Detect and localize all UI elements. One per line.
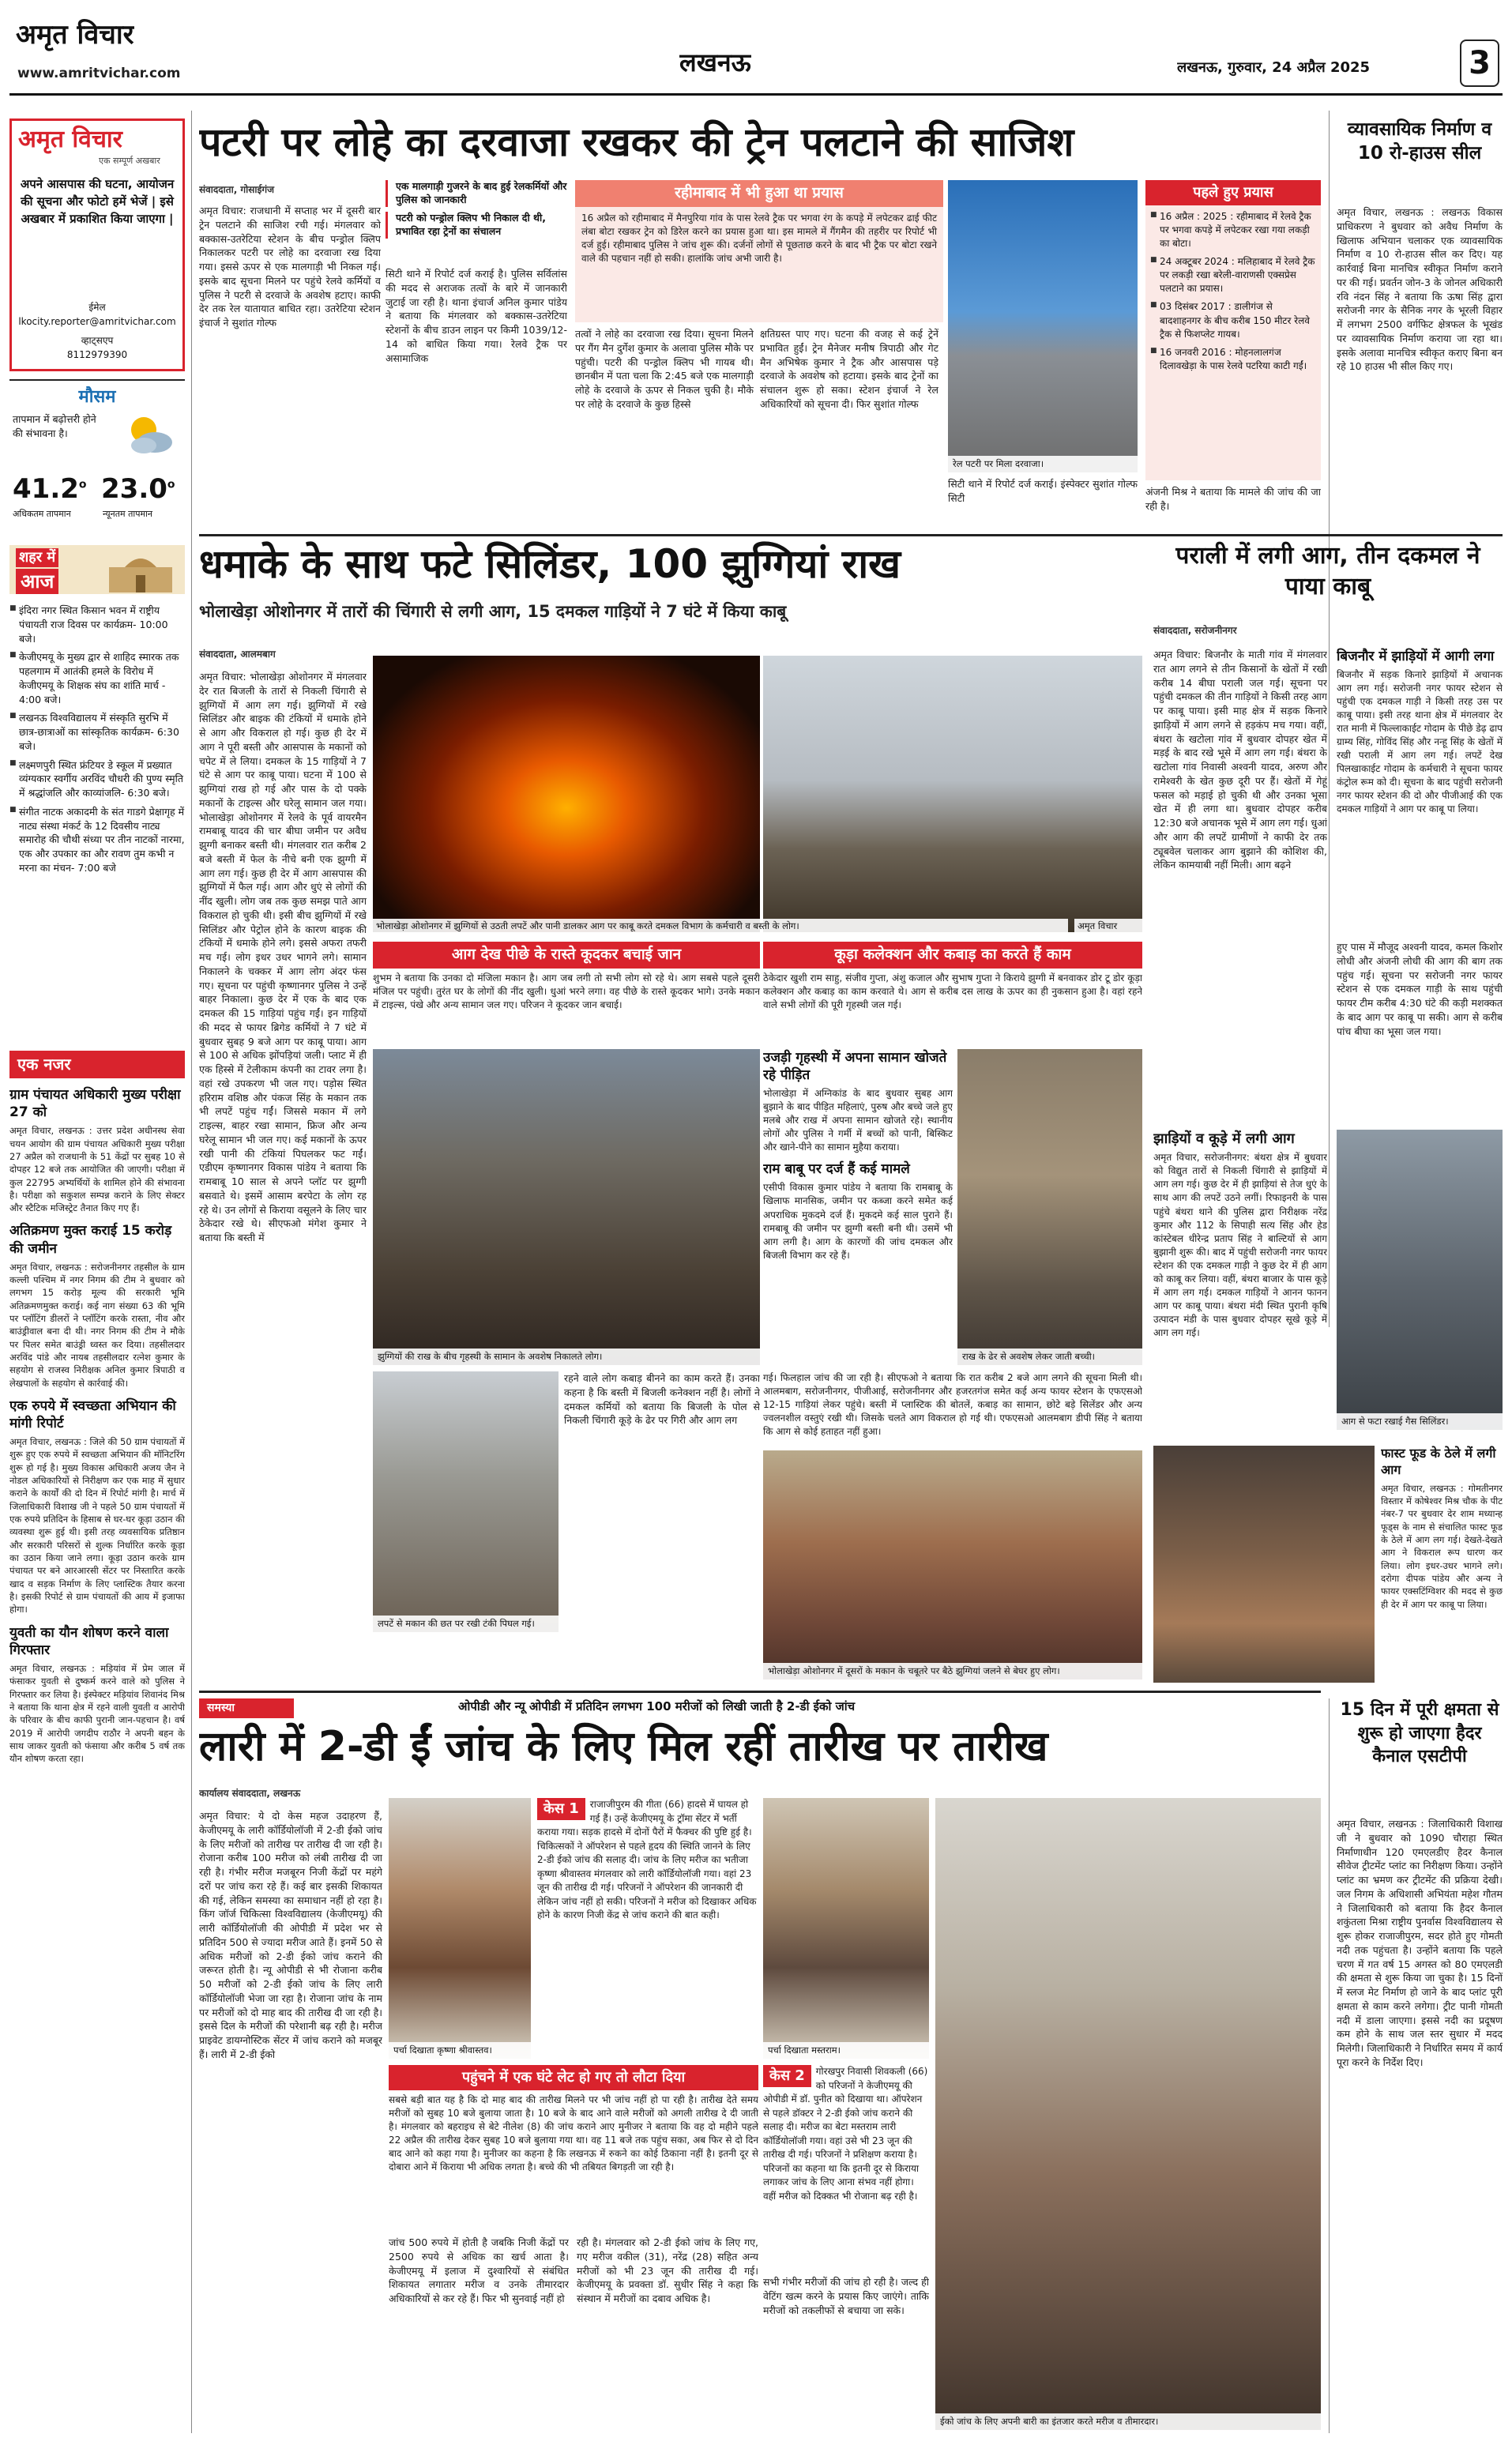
photo-mastram — [763, 1798, 929, 2059]
ad-box-phone[interactable]: 8112979390 — [66, 349, 128, 360]
case2-label: केस 2 — [763, 2065, 811, 2087]
lead-col5: सिटी थाने में रिपोर्ट दर्ज कराई। इंस्पेक्टर सुशांत गोल्फ सिटी — [948, 478, 1138, 504]
photo-fire-night — [373, 656, 760, 932]
lead-headline: पटरी पर लोहे का दरवाजा रखकर की ट्रेन पलटाने की साजिश — [199, 119, 1074, 165]
masthead-city: लखनऊ — [679, 47, 751, 77]
section-rule — [199, 1691, 1321, 1693]
ad-box-wa-label: व्हाट्सएप — [81, 335, 114, 346]
lead-pointers — [386, 180, 567, 259]
ujdi-body: भोलाखेड़ा में अग्निकांड के बाद बुधवार सुबह आग बुझाने के बाद पीड़ित महिलाएं, पुरुष और बच्चे जले हुए मलबे और राख में अपना सामान खोजते रहे। स्थानीय लोगों और पुलिस ने गर्मी में बच्चों को पानी, बिस्किट और खाने-पीने का सामान मुहैया कराया। — [763, 1088, 953, 1153]
photo-caption: आग से फटा रखाई गैस सिलिंडर। — [1337, 1413, 1503, 1430]
parali-byline: संवाददाता, सरोजनीनगर — [1153, 625, 1237, 636]
photo-fire-day — [763, 656, 1142, 932]
vyavsayik-body: अमृत विचार, लखनऊ : लखनऊ विकास प्राधिकरण ने बुधवार को अवैध निर्माण के खिलाफ अभियान चलाकर एक व्यावसायिक निर्माण व 10 रो-हाउस सील कर दिए। यह कार्रवाई बिना मानचित्र स्वीकृत निर्माण कराने पर की गई। प्रवर्तन जोन-3 के जोनल अधिकारी रवि नंदन सिंह ने बताया कि ऊषा सिंह द्वारा सरोजनी नगर के सैनिक नगर के भूरली विहार में लगभग 2500 वर्गफिट क्षेत्रफल के भूखंड पर व्यावसायिक निर्माण कराया जा रहा था। इसके अलावा मानचित्र स्वीकृत कराए बिना बन रहे 10 हाउस भी सील किए गए। — [1337, 206, 1503, 373]
ad-box-logo: अमृत विचार — [18, 126, 122, 153]
ujdi-box — [763, 1049, 953, 1365]
aaj-item: ■ लक्ष्मणपुरी स्थित फ्रंटियर डे स्कूल में प्रख्यात व्यंग्यकार स्वर्गीय अरविंद चौधरी की पुण्य स्मृति में श्रद्धांजलि और काव्यांजलि- 6:30 बजे। — [9, 758, 185, 800]
weather-text: तापमान में बढ़ोत्तरी होने की संभावना है। — [13, 413, 96, 439]
brief-head: अतिक्रमण मुक्त कराई 15 करोड़ की जमीन — [9, 1223, 172, 1257]
ad-box-text: अपने आसपास की घटना, आयोजन की सूचना और फोटो हमें भेजें | इसे अखबार में प्रकाशित किया जाएगा | — [20, 177, 175, 226]
brief-body: अमृत विचार, लखनऊ : जिले की 50 ग्राम पंचायतों में शुरू हुए एक रुपये में स्वच्छता अभियान की मॉनिटरिंग शुरू हो गई है। मुख्य विकास अधिकारी अजय जैन ने नोडल अधिकारियों से निरीक्षण कर एक माह में सुधार कराने के कार्यों की दो दिन में रिपोर्ट मांगी है। मार्च में जिलाधिकारी विशाख जी ने पहले 50 ग्राम पंचायतों में एक रुपये प्रतिदिन के हिसाब से घर-घर कूड़ा उठान की व्यवस्था शुरू हुई थी। इसी तरह व्यवसायिक प्रतिष्ठान और सरकारी परिसरों से शुल्क निर्धारित करके कूड़ा का उठान किया जाने लगा। कूड़ा उठान करके ग्राम पंचायत पर बने आरआरसी सेंटर पर निस्तारित करके खाद व सड़क निर्माण के लिए प्लास्टिक तैयार करना है। इसकी रिपोर्ट से ग्राम पंचायतों की आय में इजाफा होगा। — [9, 1436, 185, 1616]
fastfood-head: फास्ट फूड के ठेले में लगी आग — [1381, 1446, 1496, 1477]
photo-krishna — [389, 1798, 531, 2059]
photo-caption-fire: भोलाखेड़ा ओशोनगर में झुग्गियों से उठती लपटें और पानी डालकर आग पर काबू करते दमकल विभाग के कर्मचारी व बस्ती के लोग। — [373, 919, 1068, 935]
mri-colb: जांच 500 रुपये में होती है जबकि निजी केंद्रों पर 2500 रुपये से अधिक का खर्च आता है। केजीएमयू में इलाज में दुश्वारियों से संबंधित शिकायत लगातार मरीज व उनके तीमारदार अधिकारियों से कर रहे हैं। फिर भी सुनवाई नहीं हो — [389, 2236, 569, 2304]
photo-caption: पर्चा दिखाता मस्तराम। — [763, 2042, 929, 2059]
brief-body: अमृत विचार, लखनऊ : सरोजनीनगर तहसील के ग्राम कल्ली पश्चिम में नगर निगम की टीम ने बुधवार को लगभग 15 करोड़ मूल्य की सरकारी भूमि अतिक्रमणमुक्त कराई। कई नाग संख्या 63 की भूमि पर प्लॉटिंग डीलरों ने प्लॉटिंग करके रास्ता, नीव और बाउंड्रीवाल बना दी थी। नगर निगम की टीम ने मौके पर पिलर समेत बाउंड्री ध्वस्त कर दिया। तहसीलदार अरविंद पांडे और नायब तहसीलदार रत्नेश कुमार के सहयोग से राजस्व निरीक्षक अनिल कुमार त्रिपाठी व लेखपालों के सहयोग से कार्रवाई की। — [9, 1261, 185, 1389]
case2-text: गोरखपुर निवासी शिवकली (66) को परिजनों ने केजीएमयू की ओपीडी में डॉ. पुनीत को दिखाया था। ऑपरेशन से पहले डॉक्टर ने 2-डी ईको जांच कराने की सलाह दी। मरीज का बेटा मस्तराम लारी कॉर्डियोलॉजी गया। वहां उसे भी 23 जून की तारीख दी गई। परिजनों ने प्रशिक्षण कराया है। परिजनों का कहना था कि इतनी दूर से किराया लगाकर जांच के लिए आना संभव नहीं होगा। वहीं मरीज को दिक्कत भी रोजाना बढ़ रही है। — [763, 2066, 928, 2202]
pointer: पटरी को पन्ड्रोल क्लिप भी निकाल दी थी, प्रभावित रहा ट्रेनों का संचालन — [386, 212, 567, 239]
bijnor-head: बिजनौर में झाड़ियों में आगी लगा — [1337, 649, 1495, 664]
pehle-box — [1145, 180, 1321, 480]
pointer: एक मालगाड़ी गुजरने के बाद हुई रेलकर्मियों और पुलिस को जानकारी — [386, 180, 567, 207]
section-rule — [199, 534, 1503, 536]
parali-body: अमृत विचार: बिजनौर के माती गांव में मंगलवार रात आग लगने से तीन किसानों के खेतों में रखी करीब 14 बीघा पराली जल गई। सूचना पर पहुंची दमकल की तीन गाड़ियों ने किसी तरह आग पर काबू पाया। इसी माह क्षेत्र में सड़क किनारे झाड़ियों में आग लगने से हड़कंप मच गया। वहीं, बंथरा के खटोला गांव में बुधवार दोपहर खेत में मड़ई के बाद रखे भूसे में आग लग गई। बंथरा के खटोला गांव निवासी अश्वनी यादव, अरुण और रामेश्वरी के खेत कुछ दूरी पर हैं। खेतों में गेहूं फसल को मड़ाई हो चुकी थी और उनका भूसा खेत में ही लगा था। बुधवार दोपहर करीब 12:30 बजे अचानक भूसे में आग लग गई। धुआं और आग की लपटें ग्रामीणों ने काफी देर तक ट्यूबवेल चलाकर आग बुझाने की कोशिश की, लेकिन कामयाबी नहीं मिली। आग बढ़ने — [1153, 649, 1327, 871]
brief-body: अमृत विचार, लखनऊ : उत्तर प्रदेश अधीनस्थ सेवा चयन आयोग की ग्राम पंचायत अधिकारी मुख्य परीक्षा 27 अप्रैल को राजधानी के 51 केंद्रों पर सुबह 10 से दोपहर 12 बजे तक आयोजित की जाएगी। परीक्षा में कुल 22795 अभ्यर्थियों के शामिल होने की संभावना है। परीक्षा को सकुशल सम्पन्न कराने के लिए सेक्टर और स्टैटिक मजिस्ट्रेट तैनात किए गए हैं। — [9, 1125, 185, 1214]
cylinder-headline: धमाके के साथ फटे सिलिंडर, 100 झुग्गियां राख — [199, 541, 901, 587]
photo-fastfood — [1153, 1446, 1375, 1683]
weather-max: 41.2$^o$ — [13, 473, 87, 505]
ad-box — [9, 118, 185, 371]
aaj-title: शहर में — [16, 548, 58, 567]
rambabu-body: एसीपी विकास कुमार पांडेय ने बताया कि रामबाबू के खिलाफ मानसिक, जमीन पर कब्जा करने समेत कई अपराधिक मुकदमे दर्ज हैं। मुकदमे कई साल पुराने हैं। रामबाबू की जमीन पर झुग्गी बस्ती बनी थी। उसमें भी आग लगी है। आग के कारणों की जांच दमकल और बिजली विभाग कर रहे हैं। — [763, 1182, 953, 1261]
photo-caption: रेल पटरी पर मिला दरवाजा। — [948, 456, 1138, 472]
weather-min: 23.0$^o$ — [101, 473, 175, 505]
case1-text: राजाजीपुरम की गीता (66) हादसे में घायल हो गई हैं। उन्हें केजीएमयू के ट्रॉमा सेंटर में भर्ती कराया गया। सड़क हादसे में दोनों पैरों में फैक्चर की पुष्टि हुई है। चिकित्सकों ने ऑपरेशन से पहले हृदय की स्थिति जानने के लिए 2-डी ईको जांच की सलाह दी। जांच के लिए मरीज का भतीजा कृष्णा श्रीवास्तव मंगलवार को लारी कॉर्डियोलॉजी गया। वहां 23 जून की तारीख दी गई। परिजनों ने ऑपरेशन की जानकारी दी लेकिन जांच नहीं हो सकी। परिजनों ने मरीज को दिखाकर अधिक होने के कारण निजी केंद्र से जांच कराने की बात कही। — [537, 1799, 757, 1921]
case1-label: केस 1 — [537, 1798, 585, 1820]
bar-jaan: आग देख पीछे के रास्ते कूदकर बचाई जान — [373, 942, 760, 969]
ad-box-email-label: ईमेल — [88, 302, 106, 313]
bijnor-box — [1337, 648, 1503, 932]
pehle-list — [1145, 205, 1321, 382]
stp-body: अमृत विचार, लखनऊ : जिलाधिकारी विशाख जी ने बुधवार को 1090 चौराहा स्थित निर्माणाधीन 120 एमएलडीए हैदर कैनाल सीवेज ट्रीटमेंट प्लांट का निरीक्षण किया। उन्होंने प्लांट का भ्रमण कर ट्रीटमेंट की प्रक्रिया देखी। जल निगम के अधिशासी अभियंता महेश गौतम ने जिलाधिकारी को बताया कि हैदर कैनाल शकुंतला मिश्रा राष्ट्रीय पुनर्वास विश्वविद्यालय से शुरू होकर राजाजीपुरम, सदर होते हुए गोमती नदी तक पहुंचता है। उन्होंने बताया कि पहले चरण में गत वर्ष 15 अगस्त को 80 एमएलडी की क्षमता से शुरू किया जा चुका है। 15 दिनों में स्लज मेट निर्माण हो जाने के बाद प्लांट पूरी क्षमता से काम करने लगेगा। ट्रीट पानी गोमती नदी में डाला जाएगा। इससे नदी का प्रदूषण कम होने के साथ जल स्तर सुधार में मदद मिलेगी। जिलाधिकारी ने निर्धारित समय में कार्य पूरा करने के निर्देश दिए। — [1337, 1818, 1503, 2068]
kude-head: झाड़ियों व कूड़े में लगी आग — [1153, 1130, 1295, 1147]
aaj-title2: आज — [16, 569, 58, 594]
bar-late-text: सबसे बड़ी बात यह है कि दो माह बाद की तारीख मिलने पर भी जांच नहीं हो पा रही है। तारीख देते समय मरीजों को सुबह 10 बजे बुलाया जाता है। 10 बजे के बाद आने वाले मरीजों को अगली तारीख दे दी जाती है। मंगलवार को बहराइच से बेटे नीलेश (8) की जांच कराने आए मुनीजर ने बताया कि वह दो महीने पहले 22 अप्रैल की तारीख देकर सुबह 10 बजे बुलाया गया था। वह 11 बजे तक पहुंच सका, अब फिर से दो दिन बाद आने को कहा गया है। मुनीजर का कहना है कि लखनऊ में रुकने का कोई ठिकाना नहीं है। इतनी दूर से दोबारा आने में किराया भी अधिक लगता है। बच्चे की भी तबियत बिगड़ती जा रही है। — [389, 2094, 758, 2173]
case2-box — [763, 2065, 929, 2270]
photo-tank — [373, 1371, 559, 1632]
pehle-item: ■ 03 दिसंबर 2017 : डालीगंज से बादशाहनगर के बीच करीब 150 मीटर रेलवे ट्रैक से फिशप्लेट गायब। — [1150, 300, 1316, 340]
vyavsayik-headline: व्यावसायिक निर्माण व 10 रो-हाउस सील — [1347, 119, 1492, 164]
masthead-date: लखनऊ, गुरुवार, 24 अप्रैल 2025 — [1177, 59, 1371, 76]
parali-body2: हुए पास में मौजूद अश्वनी यादव, कमल किशोर लोधी और अंजनी लोधी की आग की बाग तक पहुंच गई। सूचना पर सरोजनी नगर फायर स्टेशन से एक दमकल गाड़ी के साथ पहुंची फायर टीम करीब 4:30 घंटे की कड़ी मशक्कत के बाद आग पर काबू पा सकी। आग से करीब पांच बीघा का भूसा जल गया। — [1337, 941, 1503, 1037]
photo-caption: भोलाखेड़ा ओशोनगर में दूसरों के मकान के चबूतरे पर बैठे झुग्गियां जलने से बेघर हुए लोग। — [763, 1663, 1142, 1680]
ujdi-head: उजड़ी गृहस्थी में अपना सामान खोजते रहे पीड़ित — [763, 1050, 947, 1084]
photo-cylinder — [1337, 1130, 1503, 1430]
mri-kicker-line: ओपीडी और न्यू ओपीडी में प्रतिदिन लगभग 100 मरीजों को लिखी जाती है 2-डी ईको जांच — [458, 1699, 856, 1713]
parali-headline: पराली में लगी आग, तीन दकमल ने पाया काबू — [1175, 542, 1480, 600]
right-divider — [1329, 1698, 1330, 2433]
rahimabad-body: 16 अप्रैल को रहीमाबाद में मैनपुरिया गांव के पास रेलवे ट्रैक पर भगवा रंग के कपड़े में लपेटकर ढाई फीट लंबा बोटा रखकर ट्रेन को डिरेल करने का प्रयास हुआ था। इस मामले में गैंगमैन की तहरीर पर रिपोर्ट भी दर्ज हुई। रहीमाबाद पुलिस ने जांच शुरू की। दर्जनों लोगों से पूछताछ करने के बाद भी ट्रैक पर बोटा रखने वाले की पहचान नहीं हो सकी। हालांकि जांच अभी जारी है। — [581, 212, 937, 264]
masthead-url: www.amritvichar.com — [17, 66, 181, 81]
rahimabad-head: रहीमाबाद में भी हुआ था प्रयास — [575, 180, 943, 207]
stp-headline: 15 दिन में पूरी क्षमता से शुरू हो जाएगा हैदर कैनाल एसटीपी — [1340, 1700, 1499, 1767]
kude-box — [1153, 1130, 1327, 1430]
ad-box-tagline: एक सम्पूर्ण अखबार — [99, 156, 160, 166]
brief-body: अमृत विचार, लखनऊ : मड़ियांव में प्रेम जाल में फंसाकर युवती से दुष्कर्म करने वाले को पुलिस ने गिरफ्तार कर लिया है। इंस्पेक्टर मड़ियांव शिवानंद मिश्र ने बताया कि थाना क्षेत्र में रहने वाली युवती व आरोपी के परिवार के बीच काफी पुरानी जान-पहचान है। वर्ष 2019 में आरोपी जगदीप राठौर ने अपनी बहन के साथ जाकर युवती को फंसाया और करीब 5 वर्ष तक यौन शोषण करता रहा। — [9, 1662, 185, 1765]
weather-box — [9, 379, 185, 537]
brief-head: एक रुपये में स्वच्छता अभियान की मांगी रिपोर्ट — [9, 1397, 176, 1432]
fastfood-box — [1381, 1446, 1503, 1683]
masthead — [0, 0, 1512, 99]
ek-nazar-title: एक नजर — [9, 1051, 185, 1078]
sidebar-divider — [191, 111, 192, 2433]
ek-nazar — [9, 1051, 185, 2409]
cylinder-col1: अमृत विचार: भोलाखेड़ा ओशोनगर में मंगलवार देर रात बिजली के तारों से निकली चिंगारी से झुग्गियों में आग लग गई। झुग्गियों में रखे सिलिंडर और बाइक की टंकियों में धमाके होने से आग और विकराल हो गई। कुछ ही देर में आग ने पूरी बस्ती और आसपास के मकानों को चपेट में ले लिया। दमकल के 15 गाड़ियों ने 7 घंटे से आग पर काबू पाया। घटना में 100 से झुग्गियां राख हो गई और पास के दो पक्के मकानों के टाइल्स और घरेलू सामान जल गया। भोलाखेड़ा ओशोनगर में रेलवे के पूर्व वायरमैन रामबाबू यादव की चार बीघा जमीन पर अवैध झुग्गी बनाकर बस्ती थी। मंगलवार रात करीब 2 बजे बस्ती में फेल के नीचे बनी एक झुग्गी में आग लग गई। कुछ ही देर में आग आसपास की झुग्गियों में फैल गई। आग और धुएं से लोगों की नींद खुली। लोग जब तक कुछ समझ पाते आग विकराल हो चुकी थी। इसी बीच झुग्गियों में रखे सिलिंडर और पेट्रोल होने के कारण बाइक की टंकियों में धमाके होने लगे। इससे अफरा तफरी मच गई। लोग इधर उधर भागने लगे। सामान निकालने के चक्कर में आग लोग अंदर फंस गए। सूचना पर पहुंची कृष्णानगर पुलिस ने उन्हें बाहर निकाला। कुछ देर में एक के बाद एक दमकल की 15 गाड़ियां पहुंच गईं। इन गाड़ियों की मदद से फायर ब्रिगेड कर्मियों ने 7 घंटे में बुधवार सुबह 9 बजे आग पर काबू पाया। आग से 100 से अधिक झोंपड़ियां जली। प्लाट में ही एक हिस्से में टेलीकाम कंपनी का टावर लगा है। वहां रखे उपकरण भी जल गए। पड़ोस स्थित हरिराम वशिष्ठ और पंकज सिंह के मकान तक भी लपटें पहुंच गईं। जिससे मकान में लगे टाइल्स, बाहर रखा सामान, फ्रिज और अन्य घरेलू सामान भी जल गए। कई मकानों के ऊपर रखी पानी की टंकियां पिघलकर फट गईं। एडीएम कृष्णानगर विकास पांडेय ने बताया कि रामबाबू 10 साल से अपने प्लॉट पर झुग्गी बसवाते थे। इसमें आसाम बरपेटा के लोग रह रहे थे। उन लोगों से किराया वसूलने के लिए चार ठेकेदार रखे थे। सीएफओ मंगेश कुमार ने बताया कि बस्ती में — [199, 671, 367, 1243]
masthead-rule — [9, 93, 1503, 96]
pehle-item: ■ 16 अप्रैल : 2025 : रहीमाबाद में रेलवे ट्रैक पर भगवा कपड़े में लपेटकर रखा गया लकड़ी का बोटा। — [1150, 210, 1316, 250]
photo-caption: ईको जांच के लिए अपनी बारी का इंतजार करते मरीज व तीमारदार। — [935, 2413, 1321, 2430]
mri-byline: कार्यालय संवाददाता, लखनऊ — [199, 1788, 301, 1799]
brief-head: ग्राम पंचायत अधिकारी मुख्य परीक्षा 27 को — [9, 1087, 181, 1121]
lead-col1: अमृत विचार: राजधानी में सप्ताह भर में दूसरी बार ट्रेन पलटाने की साजिश रची गई। मंगलवार को बक्कास-उतरेटिया स्टेशन के बीच पन्ड्रोल क्लिप निकालकर पटरी पर लोहे का दरवाजा रख दिया गया। इससे ऊपर से एक मालगाड़ी भी निकल गई। इसके बाद सूचना मिलने पर पहुंचे रेलवे कर्मियों व पुलिस ने पटरी से दरवाजे के अवशेष हटाए। काफी देर तक रेल यातायात बाधित रहा। उतरेटिया स्टेशन इंचार्ज ने सुशांत गोल्फ — [199, 205, 381, 329]
weather-title: मौसम — [78, 387, 116, 407]
pehle-item: ■ 24 अक्टूबर 2024 : मलिहाबाद में रेलवे ट्रैक पर लकड़ी रखा बरेली-वाराणसी एक्सप्रेस पलटाने का प्रयास। — [1150, 255, 1316, 295]
cylinder-colb: रहने वाले लोग कबाड़ बीनने का काम करते हैं। उनका कहना है कि बस्ती में बिजली कनेक्शन नहीं है। लोगों ने दमकल कर्मियों को बताया कि बिजली के पोल से निकली चिंगारी कूड़े के ढेर पर गिरी और आग लग — [564, 1372, 760, 1427]
cylinder-byline: संवाददाता, आलमबाग — [199, 649, 276, 660]
photo-girl — [957, 1049, 1142, 1365]
brief-head: युवती का यौन शोषण करने वाला गिरफ्तार — [9, 1624, 169, 1658]
rambabu-head: राम बाबू पर दर्ज हैं कई मामले — [763, 1161, 910, 1178]
weather-max-label: अधिकतम तापमान — [13, 509, 71, 519]
lead-col2: सिटी थाने में रिपोर्ट दर्ज कराई है। पुलिस सर्विलांस की मदद से अराजक तत्वों के बारे में जानकारी जुटाई जा रही है। थाना इंचार्ज अनिल कुमार पांडेय ने बताया कि मंगलवार को बक्कास-उतरेटिया स्टेशनों के बीच डाउन लाइन पर किमी 1039/12-14 को बाधित किया गया। रेलवे ट्रैक पर असामाजिक — [386, 268, 567, 364]
right-divider — [1329, 111, 1330, 1327]
photo-waiting — [935, 1798, 1321, 2430]
monument-icon — [101, 550, 180, 592]
aaj-item: ■ केजीएमयू के मुख्य द्वार से शाहिद स्मारक तक पहलगाम में आतंकी हमले के विरोध में केजीएमयू के शिक्षक संघ का शांति मार्च - 4:00 बजे। — [9, 650, 185, 706]
pehle-tail: अंजनी मिश्र ने बताया कि मामले की जांच की जा रही है। — [1145, 486, 1321, 512]
mri-col1: अमृत विचार: ये दो केस महज उदाहरण हैं, केजीएमयू के लारी कॉर्डियोलॉजी में 2-डी ईको जांच के लिए मरीजों को तारीख पर तारीख दी जा रही है। रोजाना करीब 100 मरीज को लंबी तारीख दी जा रही है। गंभीर मरीज मजबूरन निजी केंद्रों पर महंगे दरों पर जांच करा रहे हैं। कई बार इसकी शिकायत की गई, लेकिन समस्या का समाधान नहीं हो रहा है। किंग जॉर्ज चिकित्सा विश्वविद्यालय (केजीएमयू) की लारी कॉर्डियोलॉजी की ओपीडी में प्रदेश भर से प्रतिदिन 500 से ज्यादा मरीज आते हैं। इनमें 50 से अधिक मरीजों को 2-डी ईको जांच कराने की जरूरत होती है। न्यू ओपीडी से भी रोजाना करीब 50 मरीजों को 2-डी ईको जांच के लिए लारी कॉर्डियोलॉजी भेजा जा रहा है। रोजाना जांच के नाम पर मरीजों को दो माह बाद की तारीख दी जा रही है। इससे दिल के मरीजों की परेशानी बढ़ रही है। मरीज प्राइवेट डायग्नोस्टिक सेंटर में जांच कराने को मजबूर हैं। लारी में 2-डी ईको — [199, 1810, 382, 2060]
photo-caption: लपटें से मकान की छत पर रखी टंकी पिघल गई। — [373, 1616, 559, 1632]
mri-colc: रही है। मंगलवार को 2-डी ईको जांच के लिए गए, गए मरीज वकील (31), नरेंद्र (28) सहित अन्य मरीजों को भी 23 जून की तारीख दी गई। केजीएमयू के प्रवक्ता डॉ. सुधीर सिंह ने कहा कि संस्थान में मरीजों का दबाव अधिक है। — [577, 2236, 758, 2304]
rahimabad-box — [575, 180, 943, 322]
photo-caption: राख के ढेर से अवशेष लेकर जाती बच्ची। — [957, 1349, 1142, 1365]
bar-late: पहुंचने में एक घंटे लेट हो गए तो लौटा दिया — [389, 2065, 758, 2090]
photo-caption: पर्चा दिखाता कृष्णा श्रीवास्तव। — [389, 2042, 531, 2059]
mri-kicker: समस्या — [199, 1698, 294, 1718]
photo-homeless — [763, 1450, 1142, 1680]
pehle-head: पहले हुए प्रयास — [1145, 180, 1321, 205]
cylinder-subhead: भोलाखेड़ा ओशोनगर में तारों की चिंगारी से लगी आग, 15 दमकल गाड़ियों ने 7 घंटे में किया काबू — [199, 602, 787, 621]
photo-door-on-track — [948, 180, 1138, 472]
aaj-item: ■ इंदिरा नगर स्थित किसान भवन में राष्ट्रीय पंचायती राज दिवस पर कार्यक्रम- 10:00 बजे। — [9, 604, 185, 645]
bar-kooda-text: ठेकेदार खुशी राम साहु, संजीव गुप्ता, अंशु कजाल और सुभाष गुप्ता ने किराये झुग्गी में बनवाकर डोर टू डोर कूड़ा कलेक्शन और कबाड़ का काम करवाते थे। आग से करीब दस लाख के ऊपर का ही नुकसान हुआ है। वहां रहने वाले सभी लोगों की पूरी गृहस्थी जल गई। — [763, 972, 1142, 1011]
lead-col4: क्षतिग्रस्त पाए गए। घटना की वजह से कई ट्रेनें प्रभावित हुईं। ट्रेन मैनेजर मनीष त्रिपाठी और गेट मैन अभिषेक कुमार ने ट्रैक और आसपास पड़े दरवाजे के अवशेष को हटाया। इसके बाद ट्रेनों का संचालन शुरू हो सका। स्टेशन इंचार्ज ने रेल अधिकारियों को सूचना दी। फिर सुशांत गोल्फ — [760, 328, 938, 410]
case1-box — [537, 1798, 758, 2059]
aaj-item: ■ संगीत नाटक अकादमी के संत गाडगे प्रेक्षागृह में नाट्य संस्था मंकर्ट के 12 दिवसीय नाट्य समारोह की चौथी संध्या पर तीन नाटकों नारमा, एक और उपकार का और रावण तुम कभी न मरना का मंचन- 7:00 बजे — [9, 805, 185, 875]
bar-kooda: कूड़ा कलेक्शन और कबाड़ का करते हैं काम — [763, 942, 1142, 969]
photo-credit: अमृत विचार — [1074, 919, 1142, 935]
mri-cold: सभी गंभीर मरीजों की जांच हो रही है। जल्द ही वेटिंग खत्म करने के प्रयास किए जाएंगे। ताकि मरीजों को तकलीफों से बचाया जा सके। — [763, 2276, 929, 2316]
lead-col3: तत्वों ने लोहे का दरवाजा रख दिया। सूचना मिलने पर गैंग मैन दुर्गेश कुमार के अलावा पुलिस मौके पर पहुंची। पटरी की पन्ड्रोल क्लिप भी गायब थी। छानबीन में पता चला कि 2:45 बजे एक मालगाड़ी लोहे के दरवाजे के ऊपर से निकल चुकी है। मौके पर लोहे के दरवाजे के कुछ हिस्से — [575, 328, 754, 410]
aaj-item: ■ लखनऊ विश्वविद्यालय में संस्कृति सुरभि में छात्र-छात्राओं का सांस्कृतिक कार्यक्रम- 6:30 बजे। — [9, 711, 185, 753]
page-number: 3 — [1460, 39, 1499, 87]
fastfood-body: अमृत विचार, लखनऊ : गोमतीनगर विस्तार में कोषेश्वर मिश्र चौक के पीट नंबर-7 पर बुधवार देर शाम मध्यान्ह फूड्स के नाम से संचालित फास्ट फूड के ठेले में आग लग गई। देखते-देखते आग ने विकराल रूप धारण कर लिया। लोग इधर-उधर भागने लगे। दरोगा दीपक पांडेय और अन्य ने फायर एक्सटिंग्विशर की मदद से कुछ ही देर में आग पर काबू पा लिया। — [1381, 1482, 1503, 1610]
kude-body: अमृत विचार, सरोजनीनगर: बंथरा क्षेत्र में बुधवार को विद्युत तारों से निकली चिंगारी से झाड़ियों में आग लग गई। कुछ देर में ही झाड़ियां से तेज धुएं के साथ आग की लपटें उठने लगीं। रिफाइनरी के पास पहुंचे बंथरा थाने की पुलिस द्वारा निरीक्षक नरेंद्र कुमार और 112 के सिपाही सत्य सिंह और हेड कांस्टेबल धीरेन्द्र प्रताप सिंह ने बाल्टियों से आग बुझानी शुरू की। बाद में पहुंची सरोजनी नगर फायर स्टेशन की एक दमकल गाड़ी ने कुछ देर में ही आग को काबू कर लिया। वहीं, बंथरा बाजार के पास कूड़े में आग लग गई। दमकल गाड़ियों ने आनन फानन आग पर काबू पाया। बंथरा मंदी स्थित पुरानी कृषि उत्पादन मंडी के पास बुधवार दोपहर सूखे कूड़े में आग लग गई। — [1153, 1152, 1327, 1338]
lead-byline: संवाददाता, गोसाईगंज — [199, 184, 275, 195]
bar-jaan-text: शुभम ने बताया कि उनका दो मंजिला मकान है। आग जब लगी तो सभी लोग सो रहे थे। आग सबसे पहले दूसरी मंजिल पर पहुंची। तुरंत घर के लोगों की नींद खुली। धुआं भरने लगा। वह पीछे के रास्ते कूदकर भागे। उनके मकान में टाइल्स, पंखे और अन्य सामान जल गए। परिजन ने कूदकर जान बचाई। — [373, 972, 760, 1011]
bijnor-body: बिजनौर में सड़क किनारे झाड़ियों में अचानक आग लग गई। सरोजनी नगर फायर स्टेशन से पहुंची एक दमकल गाड़ी ने किसी तरह उस पर काबू पाया। इसी तरह थाना क्षेत्र में मंगलवार देर रात मानी में फिल्लाकाईट गोदाम के पीछे डेढ़ ढाप ग्राम्य सिंह, गोविंद सिंह और नन्हू सिंह के खेतों में रखी पराली में आग लग गई। लपटें देख पिलखाकाईट गोदाम के कर्मचारी ने सूचना फायर कंट्रोल रूम को दी। सूचना के बाद पहुंची सरोजनी नगर फायर स्टेशन की दो और पीजीआई की एक दमकल गाड़ियों ने आग पर काबू पा लिया। — [1337, 669, 1503, 815]
aaj-list — [9, 604, 185, 880]
photo-caption: झुग्गियों की राख के बीच गृहस्थी के सामान के अवशेष निकालते लोग। — [373, 1349, 760, 1365]
cylinder-colc-text: गई। फिलहाल जांच की जा रही है। सीएफओ ने बताया कि रात करीब 2 बजे आग लगने की सूचना मिली थी। आलमबाग, सरोजनीनगर, पीजीआई, सरोजनीनगर और हजरतगंज समेत कई अन्य फायर स्टेशन के एफएसओ 12-15 गाड़ियां लेकर पहुंचे। बस्ती में प्लास्टिक की बोतलें, कबाड़ का सामान, छोटे बड़े सिलेंडर और अन्य ज्वलनशील वस्तुएं रखी थी। जिसके चलते आग विकराल हो गई थी। एफएसओ आलमबाग डीपी सिंह ने बताया कि आग से कोई हताहत नहीं हुआ। — [763, 1372, 1142, 1438]
ad-box-email[interactable]: lkocity.reporter@amritvichar.com — [18, 316, 176, 327]
pehle-item: ■ 16 जनवरी 2016 : मोहनलालगंज दिलावखेड़ा के पास रेलवे पटरिया काटी गईं। — [1150, 346, 1316, 373]
sun-cloud-icon — [120, 411, 175, 458]
photo-people-ashes — [373, 1049, 760, 1365]
aaj-box — [9, 545, 185, 1035]
masthead-logo: अमृत विचार — [16, 19, 134, 51]
weather-min-label: न्यूनतम तापमान — [103, 509, 152, 519]
mri-headline: लारी में 2-डी ईं जांच के लिए मिल रहीं तारीख पर तारीख — [199, 1723, 1048, 1770]
